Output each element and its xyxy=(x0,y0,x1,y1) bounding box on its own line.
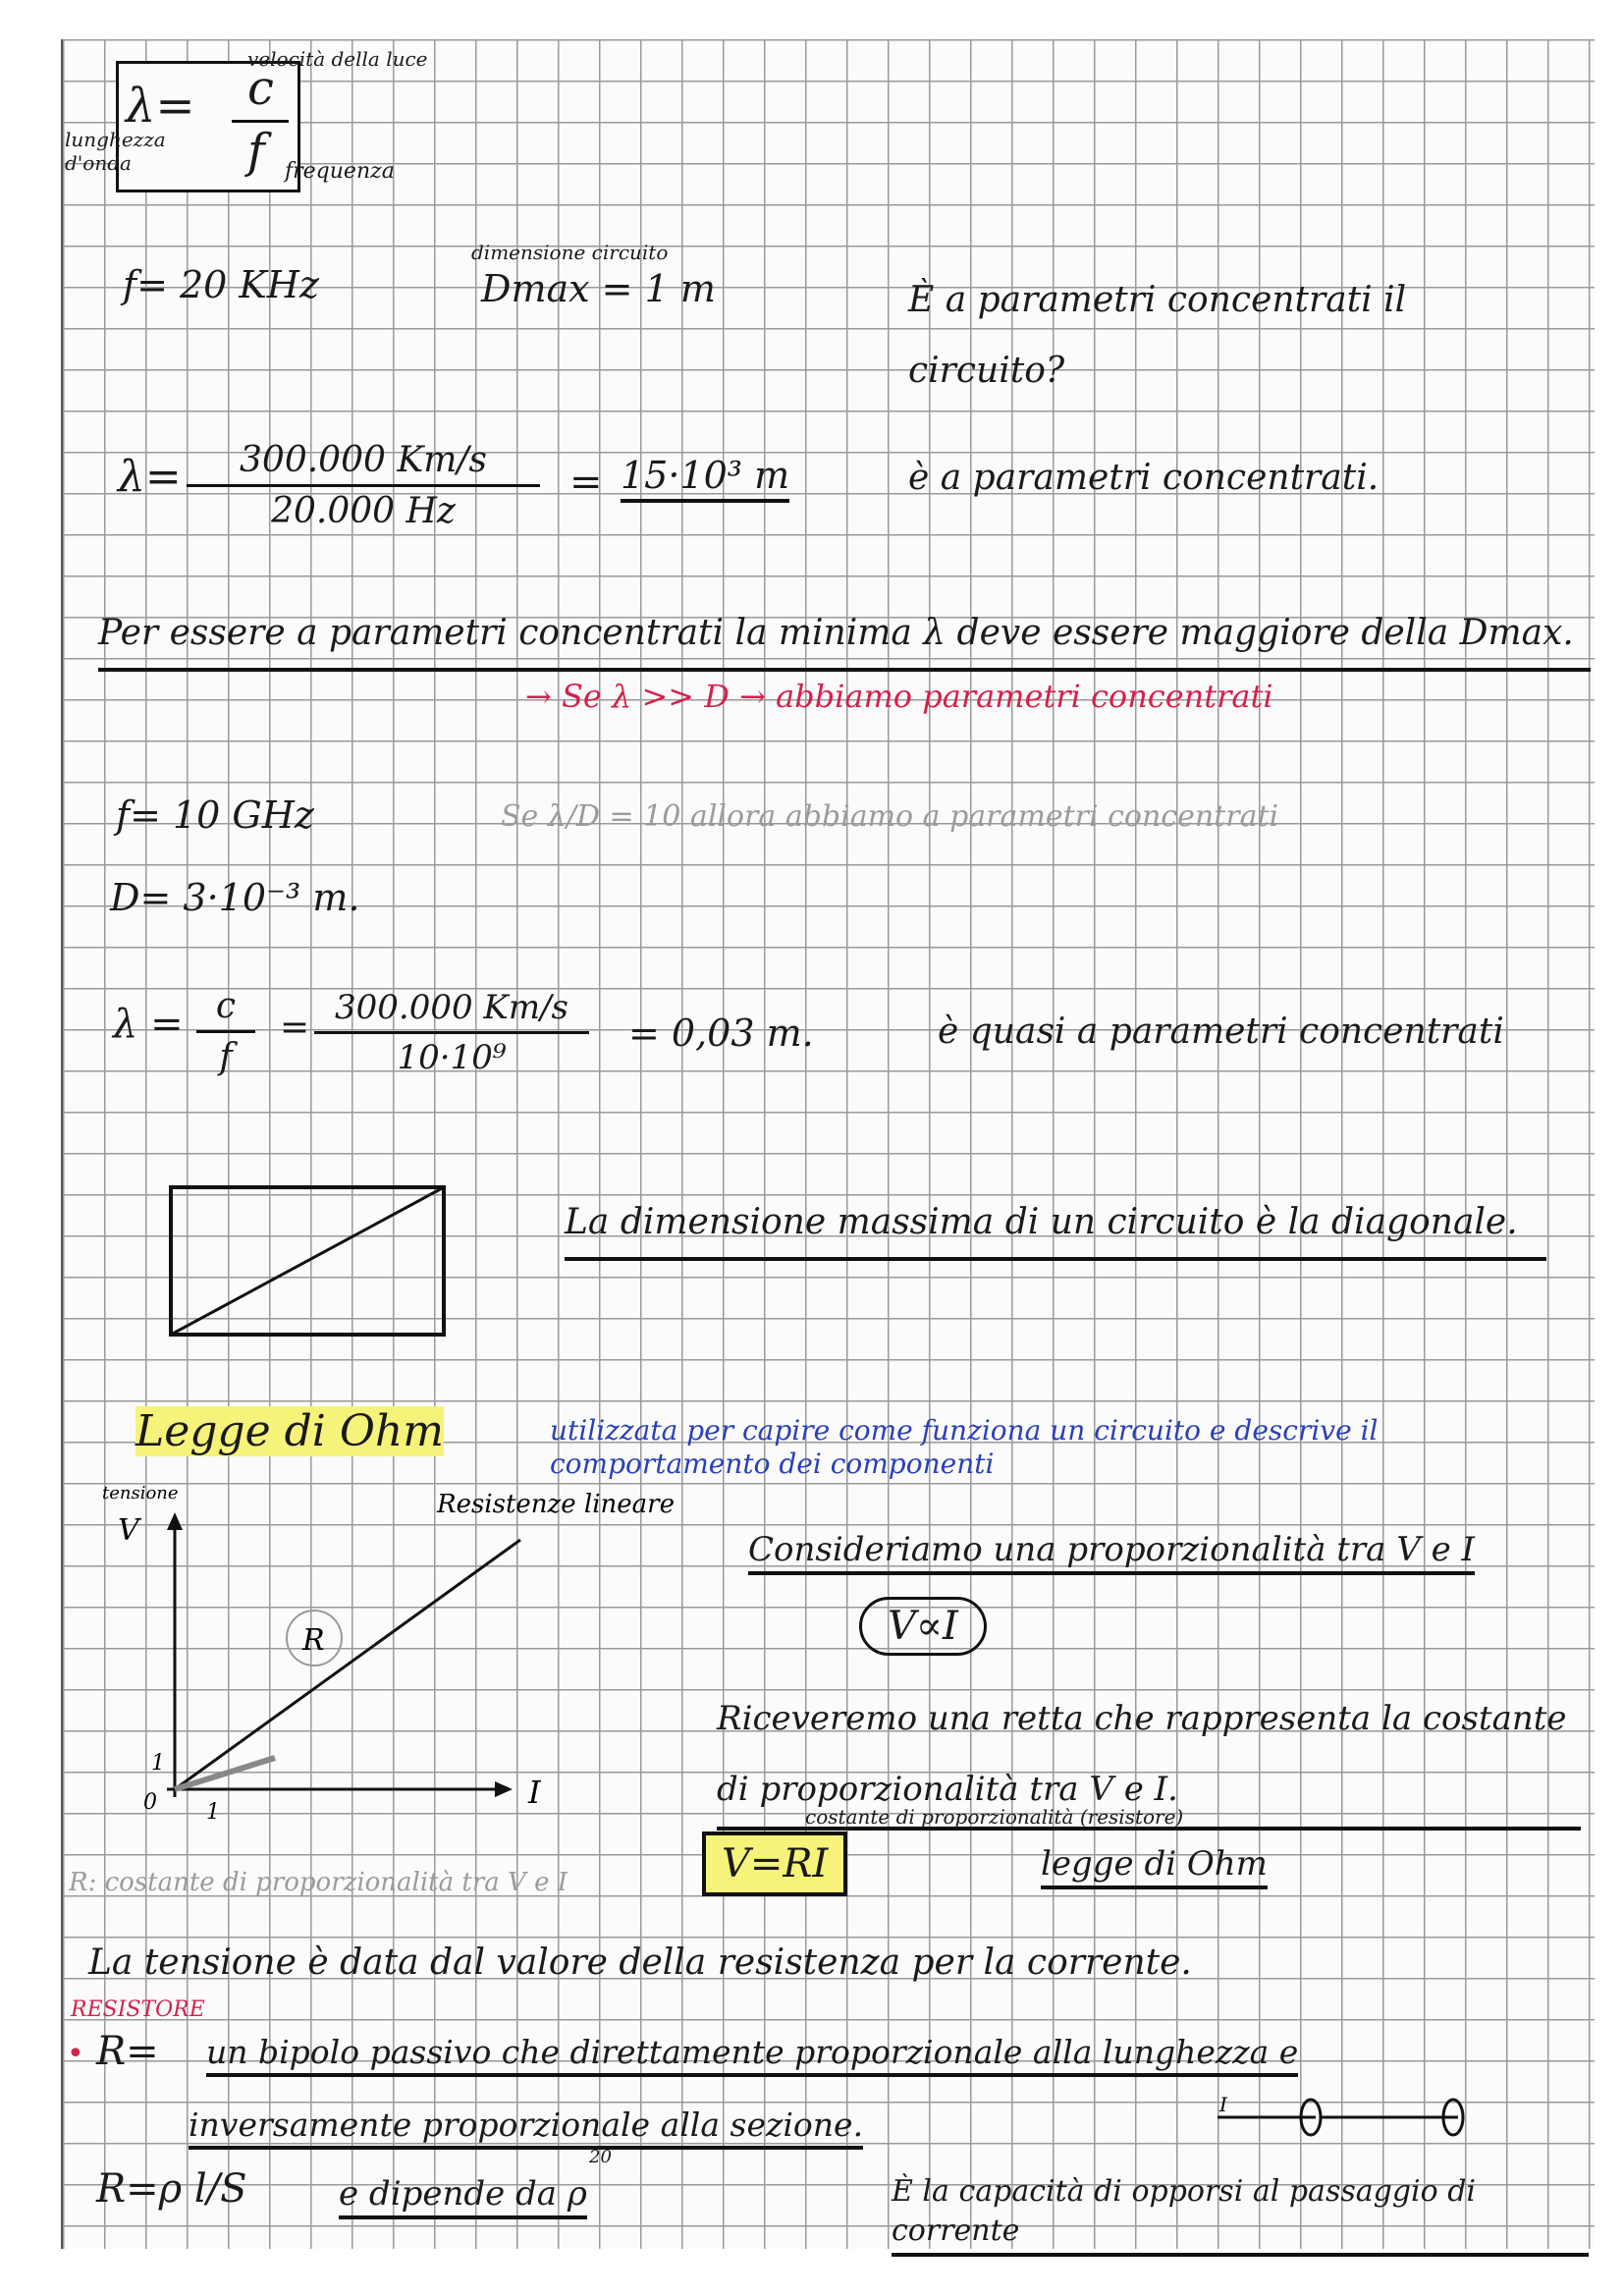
ohm-proportional: V∝I xyxy=(859,1597,987,1656)
ex1-lambda: λ= xyxy=(118,452,182,502)
ex2-denominator: 10·10⁹ xyxy=(397,1038,507,1077)
ex1-lambda-numerator: 300.000 Km/s xyxy=(240,440,487,480)
ohm-pencil-r: R: costante di proporzionalità tra V e I xyxy=(69,1868,568,1897)
ohm-const-note: costante di proporzionalità (resistore) xyxy=(805,1805,1184,1829)
f-symbol: f xyxy=(247,124,265,179)
ex1-dmax: Dmax = 1 m xyxy=(481,267,716,310)
ohm-law: legge di Ohm xyxy=(1041,1844,1268,1889)
ex2-pencil-note: Se λ/D = 10 allora abbiamo a parametri concentrati xyxy=(501,799,1279,834)
ex1-dmax-note: dimensione circuito xyxy=(471,241,669,264)
tick-x-1: 1 xyxy=(206,1800,220,1825)
ex2-dimension: D= 3·10⁻³ m. xyxy=(110,876,360,919)
ex2-frequency: f= 10 GHz xyxy=(116,793,314,837)
tick-y-1: 1 xyxy=(151,1751,165,1776)
ex2-answer: è quasi a parametri concentrati xyxy=(938,1011,1504,1052)
resistor-def-2: inversamente proporzionale alla sezione. xyxy=(189,2105,863,2150)
resistor-r: R= xyxy=(96,2029,159,2074)
i-label: I xyxy=(528,1774,541,1811)
ex1-lambda-fraction xyxy=(187,440,540,531)
lambda-symbol: λ= xyxy=(126,79,195,134)
fraction-bar xyxy=(232,120,289,123)
ex1-answer: è a parametri concentrati. xyxy=(908,458,1380,498)
note-wavelength: lunghezza d'onda xyxy=(65,128,166,175)
ex2-value-fraction xyxy=(314,988,589,1077)
ohm-consider: Consideriamo una proporzionalità tra V e I xyxy=(748,1530,1475,1575)
note-speed-of-light: velocità della luce xyxy=(247,47,428,71)
ex1-frequency: f= 20 KHz xyxy=(123,263,319,306)
current-i-label: I xyxy=(1219,2093,1227,2116)
r-label: R xyxy=(302,1623,325,1658)
ohm-graph xyxy=(88,1473,675,1846)
ohm-title: Legge di Ohm xyxy=(135,1406,444,1456)
ex1-question: È a parametri concentrati il circuito? xyxy=(908,280,1407,391)
note-frequency: frequenza xyxy=(285,159,395,184)
rho-exponent: 20 xyxy=(589,2147,612,2167)
fraction-bar xyxy=(196,1030,255,1033)
ex2-c: c xyxy=(215,986,237,1026)
ohm-formula: V=RI xyxy=(702,1831,847,1896)
resistor-def-1: un bipolo passivo che direttamente proporzionale alla lunghezza e xyxy=(206,2033,1298,2077)
resistance-line xyxy=(175,1540,520,1789)
fraction-bar xyxy=(187,484,540,487)
diagonal-text: La dimensione massima di un circuito è la diagonale. xyxy=(565,1190,1546,1261)
bullet-dot: • xyxy=(67,2037,84,2071)
ex2-equals: = xyxy=(280,1008,310,1048)
resistor-label: RESISTORE xyxy=(71,1997,205,2022)
graph-title: Resistenze lineare xyxy=(437,1490,675,1519)
pencil-shading xyxy=(175,1758,275,1789)
ohm-tension: La tensione è data dal valore della resistenza per la corrente. xyxy=(88,1942,1192,1983)
ohm-receive: Riceveremo una retta che rappresenta la costante di proporzionalità tra V e I. xyxy=(717,1683,1581,1831)
tick-origin: 0 xyxy=(143,1790,157,1815)
resistor-capacity: È la capacità di opporsi al passaggio di corrente xyxy=(892,2172,1589,2257)
ex1-lambda-denominator: 20.000 Hz xyxy=(271,491,456,531)
ex2-c-over-f xyxy=(196,986,255,1077)
resistor-formula: R=ρ l/S xyxy=(96,2166,247,2212)
x-axis-arrow xyxy=(495,1781,513,1797)
rule-red-note: → Se λ >> D → abbiamo parametri concentrati xyxy=(525,678,1273,715)
ex2-lambda-lhs: λ = xyxy=(113,1002,184,1047)
y-axis-label: tensione xyxy=(102,1483,179,1503)
circuit-rectangle-diagram xyxy=(167,1183,452,1340)
c-symbol: c xyxy=(247,61,274,116)
ex1-equals: = xyxy=(569,460,603,505)
ex2-numerator: 300.000 Km/s xyxy=(335,988,568,1027)
ex2-f: f xyxy=(219,1037,233,1077)
ex1-lambda-result: 15·10³ m xyxy=(621,454,789,503)
ex2-result: = 0,03 m. xyxy=(628,1011,814,1055)
resistor-symbol xyxy=(1217,2082,1512,2151)
fraction-bar xyxy=(314,1031,589,1034)
rule-text: Per essere a parametri concentrati la minima λ deve essere maggiore della Dmax. xyxy=(98,601,1591,672)
v-label: V xyxy=(118,1513,139,1548)
y-axis-arrow xyxy=(167,1512,183,1530)
ohm-blue-note: utilizzata per capire come funziona un circuito e descrive il comportamento dei componenti xyxy=(550,1414,1379,1480)
resistor-depends: e dipende da ρ xyxy=(339,2174,587,2219)
rectangle-diagonal xyxy=(171,1187,444,1335)
